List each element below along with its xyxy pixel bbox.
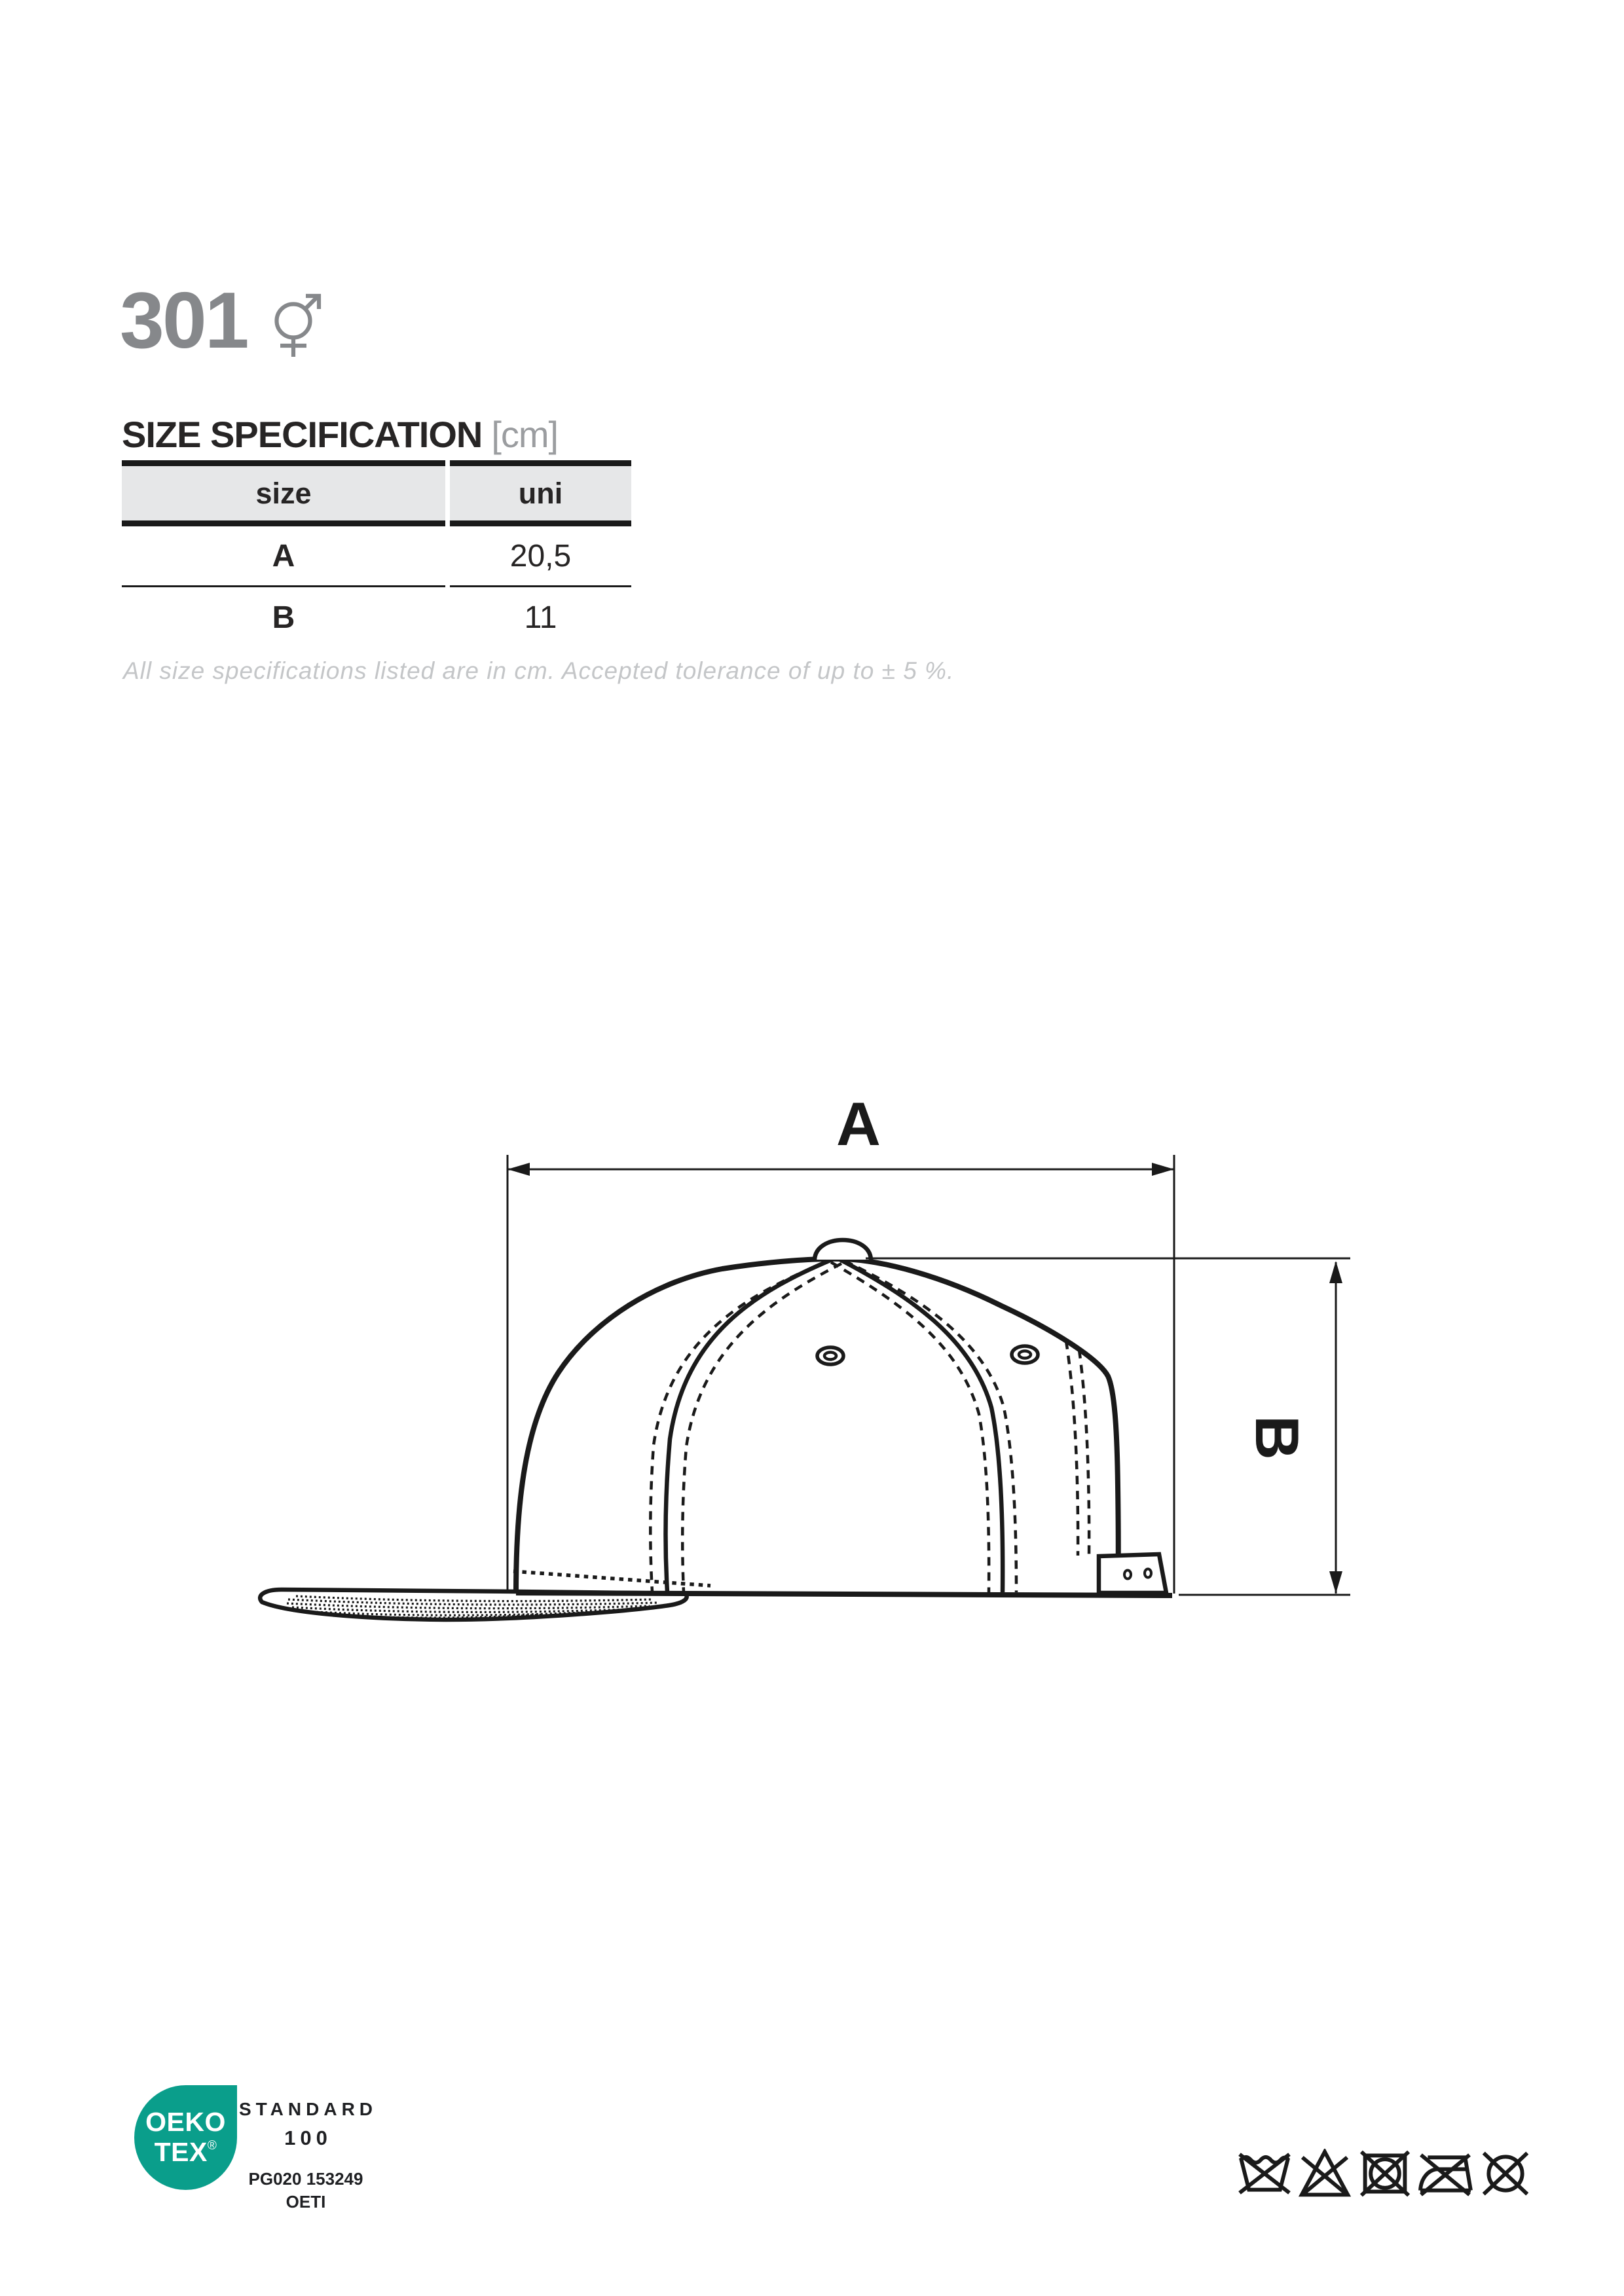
table-row-a <box>122 526 631 587</box>
eyelet-right <box>1012 1346 1038 1363</box>
do-not-iron-icon <box>1417 2149 1473 2198</box>
dimension-a-label: A <box>836 1089 881 1158</box>
institute-label: OETI <box>286 2192 326 2212</box>
heading-unit: [cm] <box>491 414 559 455</box>
unisex-gender-icon <box>272 288 333 363</box>
table-row-b <box>122 587 631 648</box>
front-panel-seam <box>650 1258 841 1592</box>
heading-title: SIZE SPECIFICATION <box>122 414 483 455</box>
do-not-wash-icon <box>1236 2149 1293 2198</box>
dimension-a-arrow <box>507 1155 1174 1594</box>
row-value: 20,5 <box>450 526 631 587</box>
eyelet-left <box>817 1347 843 1364</box>
do-not-tumble-dry-icon <box>1357 2149 1413 2198</box>
column-header-size: size <box>122 460 445 526</box>
dimension-b-label: B <box>1242 1415 1312 1460</box>
back-panel-seam <box>831 1258 1016 1592</box>
oeko-tex-certificate <box>231 2090 381 2212</box>
certificate-number: PG020 153249 <box>248 2169 363 2189</box>
size-table <box>122 460 631 648</box>
oeko-tex-logo <box>134 2085 237 2190</box>
row-value: 11 <box>524 600 557 635</box>
cap-top-button <box>815 1240 871 1260</box>
do-not-bleach-icon <box>1297 2149 1353 2198</box>
do-not-dry-clean-icon <box>1477 2149 1534 2198</box>
tolerance-note: All size specifications listed are in cm. Accepted tolerance of up to ± 5 %. <box>123 657 955 684</box>
back-corner-seams <box>1066 1341 1089 1556</box>
standard-number: 100 <box>284 2126 332 2149</box>
cap-crown-outline <box>516 1259 1118 1592</box>
standard-label: STANDARD <box>238 2099 378 2119</box>
care-symbols-row <box>1236 2149 1534 2198</box>
row-label: A <box>122 526 445 587</box>
row-label: B <box>272 600 295 635</box>
cap-bottom-edge <box>516 1593 1172 1595</box>
cap-drawing <box>229 1067 1382 1643</box>
product-code: 301 <box>120 276 248 365</box>
sweatband-stitch-line <box>513 1571 710 1586</box>
registered-mark: ® <box>207 2139 217 2153</box>
oeko-tex-line1: OEKO <box>145 2107 226 2138</box>
snapback-strap <box>1099 1554 1166 1593</box>
oeko-tex-line2: TEX® <box>154 2137 217 2167</box>
column-header-uni: uni <box>450 460 631 526</box>
section-heading <box>122 416 558 453</box>
size-table-header <box>122 460 631 526</box>
